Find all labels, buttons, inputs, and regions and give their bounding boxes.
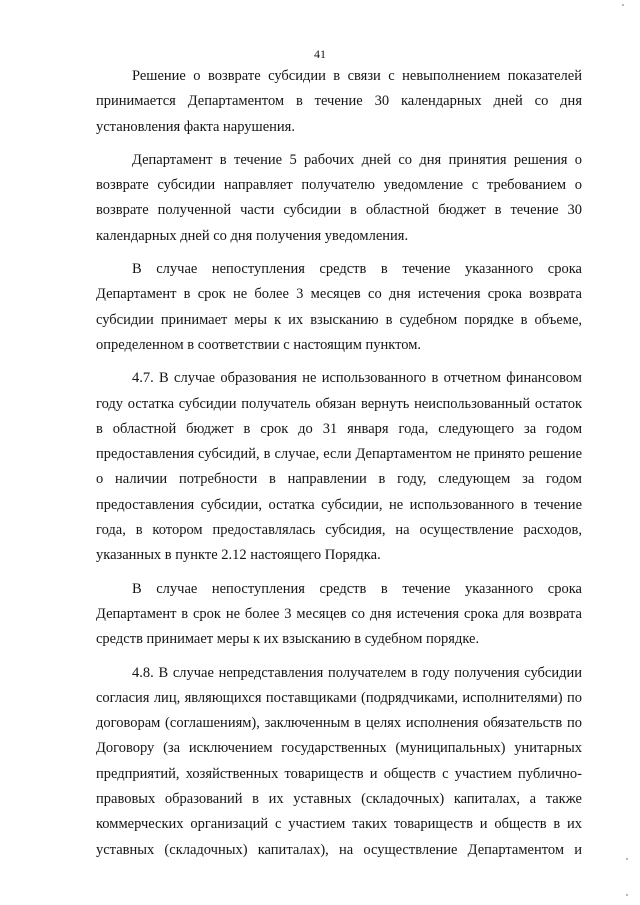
paragraph-refund-notice: Департамент в течение 5 рабочих дней со дня принятия решения о возврате субсидии направляет получателю уведомление с требованием о возврате полученной части субсидии в областной бюджет в течение 30 календарных дней со дня получения уведомления.	[96, 151, 582, 244]
scan-mark-bottom-right-2	[626, 894, 628, 896]
document-body	[96, 64, 582, 871]
paragraph-clause-4-7: 4.7. В случае образования не использованного в отчетном финансовом году остатка субсидии получатель обязан вернуть неиспользованный остаток в областной бюджет в срок до 31 января года, следующего за годом предоставления субсидий, в случае, если Департаментом не принято решение о наличии потребности в направлении в году, следующем за годом предоставления субсидии, остатка субсидии, не использованного в течение года, в котором предоставлялась субсидия, на осуществление расходов, указанных в пункте 2.12 настоящего Порядка.	[96, 370, 582, 564]
page-number: 41	[314, 47, 326, 61]
paragraph-court-recovery: В случае непоступления средств в течение указанного срока Департамент в срок не более 3 месяцев со дня истечения срока возврата субсидии принимает меры к их взысканию в судебном порядке в объеме, определенном в соответствии с настоящим пунктом.	[96, 261, 582, 353]
scan-mark-top-right	[622, 4, 624, 6]
paragraph-refund-decision: Решение о возврате субсидии в связи с невыполнением показателей принимается Департаментом в течение 30 календарных дней со дня установления факта нарушения.	[96, 68, 582, 135]
paragraph-clause-4-8: 4.8. В случае непредставления получателем в году получения субсидии согласия лиц, являющихся поставщиками (подрядчиками, исполнителями) по договорам (соглашениям), заключенным в целях исполнения обязательств по Договору (за исключением государственных (муниципальных) унитарных предприятий, хозяйственных товариществ и обществ с участием публично-правовых образований в их уставных (складочных) капиталах, а также коммерческих организаций с участием таких товариществ и обществ в их уставных (складочных) капиталах), на осуществление Департаментом и	[96, 664, 582, 858]
paragraph-court-recovery-2: В случае непоступления средств в течение указанного срока Департамент в срок не более 3 месяцев со дня истечения срока для возврата средств принимает меры к их взысканию в судебном порядке.	[96, 580, 582, 648]
scan-mark-bottom-right	[626, 858, 628, 860]
